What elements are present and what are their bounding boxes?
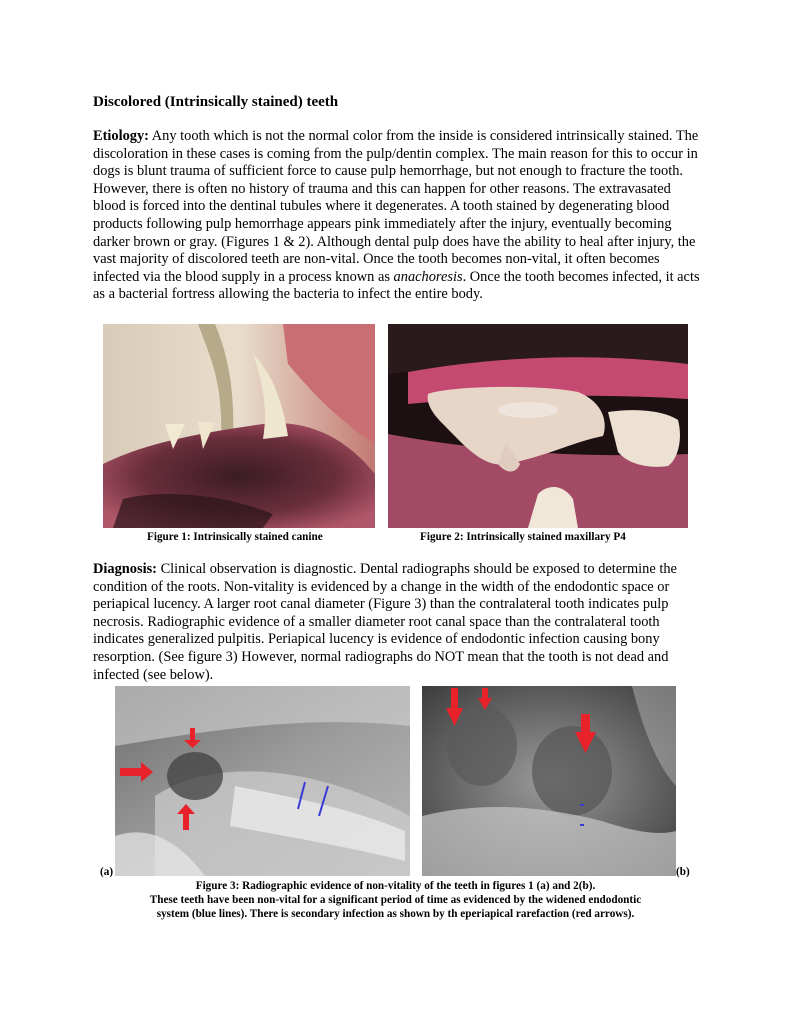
etiology-text-2: . Once the tooth becomes infected, it acts as a bacterial fortress allowing the bacteria to infect the entire body.: [93, 268, 700, 303]
diagnosis-label: Diagnosis:: [93, 561, 157, 577]
figure-3-caption-line-2: These teeth have been non-vital for a significant period of time as evidenced by the widened endodontic: [149, 894, 642, 906]
figure-3b-label: (b): [676, 866, 690, 878]
figure-3a-label: (a): [100, 866, 114, 878]
etiology-text-1: Any tooth which is not the normal color from the inside is considered intrinsically stained. The discoloration in these cases is coming from the pulp/dentin complex. The main reason for this to occur in dogs is blunt trauma of sufficient force to cause pulp hemorrhage, but not enough to fracture the tooth. However, there is often no history of trauma and this can happen for other reasons. The extravasated blood is forced into the dentinal tubules where it degenerates. A tooth stained by degenerating blood products following pulp hemorrhage appears pink immediately after the injury, eventually becoming darker brown or gray. (Figures 1 & 2). Although dental pulp does have the ability to heal after injury, the vast majority of discolored teeth are non-vital. Once the tooth becomes non-vital, it often becomes infected via the blood supply in a process known as: [93, 128, 699, 285]
figure-1-caption: Figure 1: Intrinsically stained canine: [147, 531, 323, 543]
diagnosis-paragraph: [93, 561, 705, 684]
figure-2-caption: Figure 2: Intrinsically stained maxillary P4: [420, 531, 626, 543]
figure-1-photo: [103, 324, 375, 528]
figure-3a-radiograph: [115, 686, 410, 876]
diagnosis-text: Clinical observation is diagnostic. Dental radiographs should be exposed to determine the condition of the roots. Non-vitality is evidenced by a change in the width of the endodontic space or periapical lucency. A larger root canal diameter (Figure 3) than the contralateral tooth indicates pulp necrosis. Radiographic evidence of a smaller diameter root canal space than the contralateral tooth indicates generalized pulpitis. Periapical lucency is evidence of endodontic infection causing bony resorption. (See figure 3) However, normal radiographs do NOT mean that the tooth is not dead and infected (see below).: [93, 561, 677, 683]
figure-3b-radiograph: [422, 686, 676, 876]
page-title: Discolored (Intrinsically stained) teeth: [93, 94, 339, 110]
etiology-term: anachoresis: [393, 268, 463, 285]
figure-3-caption: [93, 879, 698, 921]
figure-3-caption-line-1: Figure 3: Radiographic evidence of non-vitality of the teeth in figures 1 (a) and 2(b).: [195, 880, 596, 892]
figure-2-photo: [388, 324, 688, 528]
etiology-paragraph: [93, 128, 705, 304]
figure-3-caption-line-3: system (blue lines). There is secondary infection as shown by th eperiapical rarefaction (red arrows).: [156, 908, 635, 920]
etiology-label: Etiology:: [93, 128, 149, 144]
